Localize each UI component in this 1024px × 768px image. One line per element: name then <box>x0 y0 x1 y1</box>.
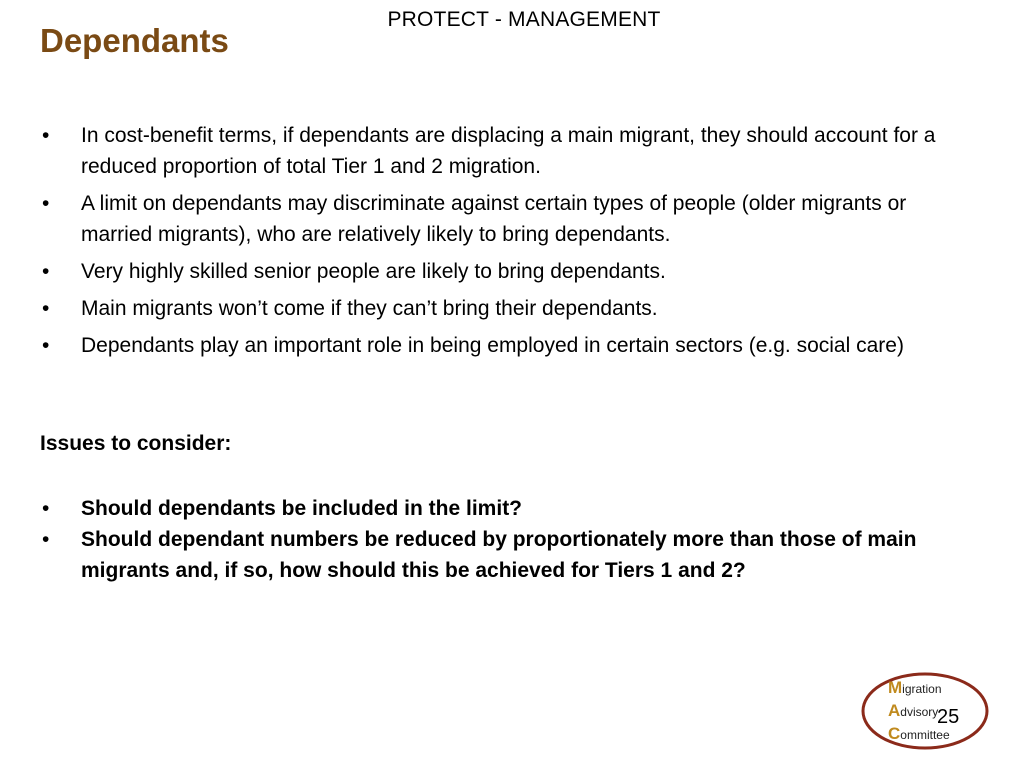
logo-line-migration: Migration <box>888 678 942 697</box>
page-number: 25 <box>937 706 960 728</box>
logo-line-committee: Committee <box>888 724 950 743</box>
mac-logo <box>855 670 990 752</box>
bullet-item <box>40 293 980 324</box>
bullet-icon: • <box>42 297 50 320</box>
bullet-text: In cost-benefit terms, if dependants are displacing a main migrant, they should account for a reduced proportion of total Tier 1 and 2 migration. <box>81 124 936 178</box>
bullet-icon: • <box>42 124 50 147</box>
bullet-icon: • <box>42 334 50 357</box>
bullet-icon: • <box>42 260 50 283</box>
bullet-icon: • <box>42 497 50 520</box>
bullet-text: A limit on dependants may discriminate against certain types of people (older migrants or married migrants), who are relatively likely to bring dependants. <box>81 192 907 246</box>
section-tag: PROTECT - MANAGEMENT <box>387 8 661 31</box>
issues-heading: Issues to consider: <box>40 432 232 455</box>
bullet-icon: • <box>42 528 50 551</box>
bullet-item <box>40 256 980 287</box>
bullet-text: Main migrants won’t come if they can’t bring their dependants. <box>81 297 658 320</box>
issue-item <box>40 524 980 586</box>
logo-line-advisory: Advisory <box>888 701 939 720</box>
slide-title: Dependants <box>40 22 229 59</box>
bullet-item <box>40 188 980 250</box>
bullet-icon: • <box>42 192 50 215</box>
bullet-item <box>40 120 980 182</box>
bullet-text: Very highly skilled senior people are likely to bring dependants. <box>81 260 666 283</box>
issue-text: Should dependant numbers be reduced by proportionately more than those of main migrants and, if so, how should this be achieved for Tiers 1 and 2? <box>81 528 917 582</box>
issues-list <box>40 493 980 586</box>
bullet-list <box>40 120 980 367</box>
issue-text: Should dependants be included in the limit? <box>81 497 523 520</box>
bullet-text: Dependants play an important role in being employed in certain sectors (e.g. social care) <box>81 334 904 357</box>
bullet-item <box>40 330 980 361</box>
issue-item <box>40 493 980 524</box>
